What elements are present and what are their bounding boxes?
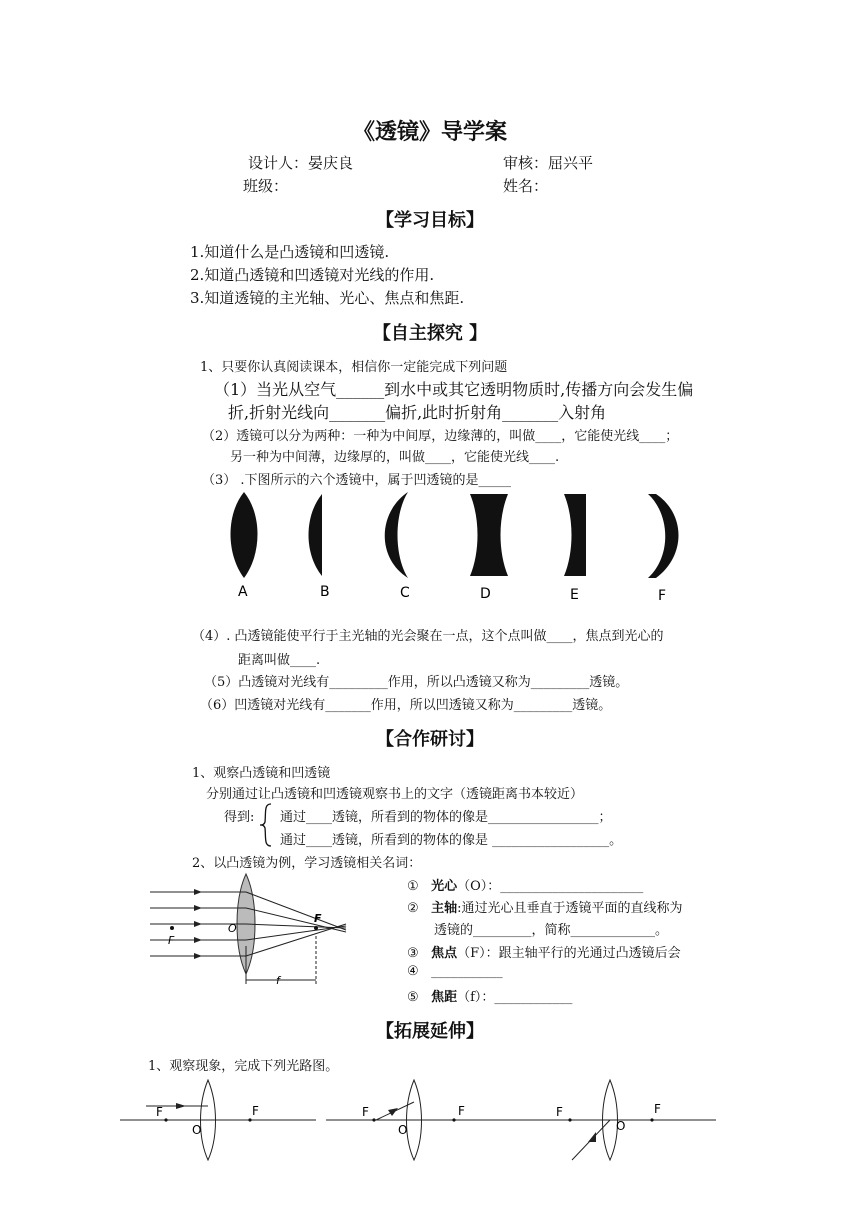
term-1: ① 光心（O）：______________________ xyxy=(407,879,644,894)
lens-a xyxy=(231,492,258,578)
lens-c xyxy=(385,492,408,578)
d2-label-f-right: F xyxy=(458,1104,465,1118)
d1-label-f-right: F xyxy=(252,1104,259,1118)
goal-3: 3.知道透镜的主光轴、光心、焦点和焦距. xyxy=(190,289,465,307)
q3: （3） .下图所示的六个透镜中，属于凹透镜的是_____ xyxy=(202,473,512,488)
fig-label-f-left: F xyxy=(168,934,175,947)
section-coop: 【合作研讨】 xyxy=(376,729,484,750)
term-2: ② 主轴:通过光心且垂直于透镜平面的直线称为 xyxy=(407,901,683,916)
q1-line2: 折,折射光线向_______偏折,此时折射角_______入射角 xyxy=(228,403,607,422)
lens-label-d: D xyxy=(480,586,491,602)
reviewer: 审核：屈兴平 xyxy=(503,154,594,172)
lens-label-a: A xyxy=(238,584,248,600)
lens-label-b: B xyxy=(320,584,330,600)
coop-item1: 1、观察凸透镜和凹透镜 xyxy=(192,766,331,781)
goal-1: 1.知道什么是凸透镜和凹透镜. xyxy=(190,243,390,261)
coop-result1: 通过____透镜，所看到的物体的像是_________________； xyxy=(280,810,612,825)
lens-label-e: E xyxy=(570,587,579,603)
explore-intro: 1、只要你认真阅读课本，相信你一定能完成下列问题 xyxy=(200,360,508,375)
fig-label-f-small: f xyxy=(276,974,280,987)
lens-b xyxy=(309,494,323,576)
q2-line1: （2）透镜可以分为两种：一种为中间厚，边缘薄的，叫做____，它能使光线____； xyxy=(202,429,679,444)
class-label: 班级： xyxy=(243,177,289,195)
convex-lens-figure xyxy=(146,870,352,992)
section-goals: 【学习目标】 xyxy=(376,210,484,231)
q2-line2: 另一种为中间薄，边缘厚的，叫做____，它能使光线____. xyxy=(230,450,560,465)
fig-label-o: O xyxy=(228,922,237,935)
lens-label-c: C xyxy=(400,585,410,601)
d2-label-o: O xyxy=(398,1123,408,1137)
term-5: ⑤ 焦距（f）：____________ xyxy=(407,990,573,1005)
lens-f xyxy=(648,494,679,578)
page-title: 《透镜》导学案 xyxy=(352,119,507,145)
q1-line1: （1）当光从空气______到水中或其它透明物质时,传播方向会发生偏 xyxy=(214,380,694,399)
goal-2: 2.知道凸透镜和凹透镜对光线的作用. xyxy=(190,266,435,284)
d3-label-o: O xyxy=(616,1119,626,1133)
brace-icon xyxy=(258,802,274,848)
d3-label-f-right: F xyxy=(654,1102,661,1116)
six-lenses-figure xyxy=(218,484,698,610)
light-path-diagrams xyxy=(116,1074,720,1164)
term-2-cont: 透镜的_________，简称_____________。 xyxy=(434,923,669,938)
d1-label-f-left: F xyxy=(156,1105,163,1119)
q4-line1: （4）. 凸透镜能使平行于主光轴的光会聚在一点，这个点叫做____，焦点到光心的 xyxy=(192,629,664,644)
name-label: 姓名： xyxy=(503,177,549,195)
q4-line2: 距离叫做____. xyxy=(238,653,321,668)
designer: 设计人：晏庆良 xyxy=(248,154,354,172)
d2-label-f-left: F xyxy=(362,1105,369,1119)
coop-desc: 分别通过让凸透镜和凹透镜观察书上的文字（透镜距离书本较近） xyxy=(206,787,584,802)
lens-e xyxy=(564,494,586,576)
d3-label-f-left: F xyxy=(556,1105,563,1119)
fig-label-f-right: F xyxy=(314,912,322,925)
term-4: ④ ___________ xyxy=(407,964,503,979)
lens-d xyxy=(470,494,508,576)
coop-result-label: 得到: xyxy=(224,810,255,825)
q5: （5）凸透镜对光线有_________作用，所以凸透镜又称为_________透镜。 xyxy=(204,675,629,690)
q6: （6）凹透镜对光线有_______作用，所以凹透镜又称为_________透镜。 xyxy=(200,698,612,713)
term-3: ③ 焦点（F）：跟主轴平行的光通过凸透镜后会 xyxy=(407,946,681,961)
section-explore: 【自主探究 】 xyxy=(372,323,488,344)
extend-item1: 1、观察现象，完成下列光路图。 xyxy=(148,1059,339,1074)
coop-result2: 通过____透镜，所看到的物体的像是 __________________。 xyxy=(280,833,623,848)
coop-item2: 2、以凸透镜为例，学习透镜相关名词： xyxy=(192,856,422,871)
d1-label-o: O xyxy=(192,1123,202,1137)
section-extend: 【拓展延伸】 xyxy=(376,1021,484,1042)
lens-label-f: F xyxy=(658,588,667,604)
